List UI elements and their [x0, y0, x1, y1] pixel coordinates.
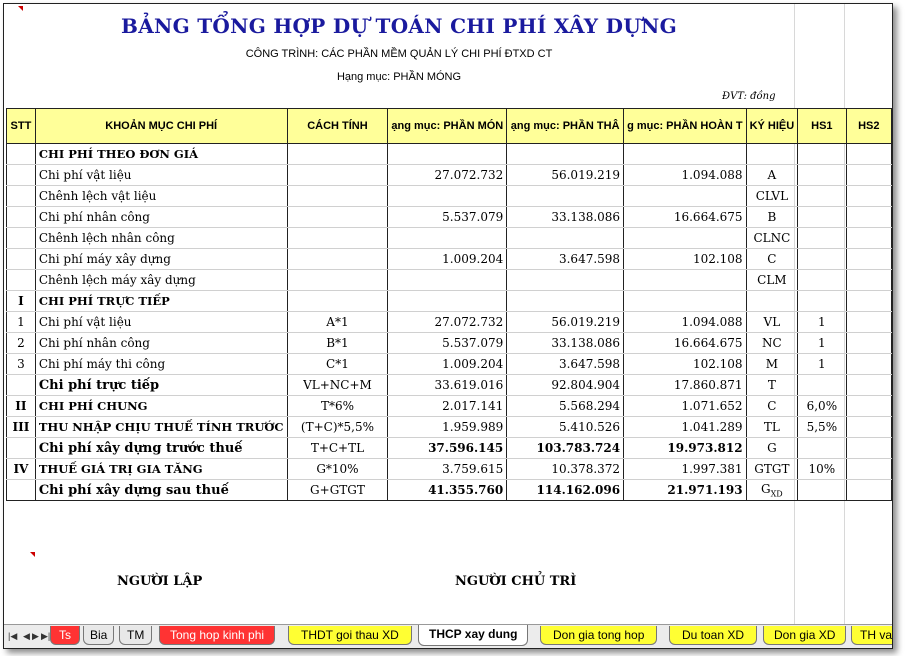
table-row	[7, 312, 892, 333]
header-stt[interactable]: STT	[7, 109, 36, 144]
table-row	[7, 228, 892, 249]
sheet-title: BẢNG TỔNG HỢP DỰ TOÁN CHI PHÍ XÂY DỰNG	[120, 14, 677, 38]
cell-value[interactable]: 103.783.724	[507, 438, 624, 459]
signature-nguoi-lap: NGƯỜI LẬP	[117, 574, 203, 589]
cell-stt[interactable]: 2	[7, 333, 36, 354]
tab-thcp-xay-dung[interactable]: THCP xay dung	[418, 625, 528, 646]
cell-hs2[interactable]	[846, 165, 891, 186]
cell-hs1[interactable]: 10%	[798, 459, 846, 480]
cell-value[interactable]: 10.378.372	[507, 459, 624, 480]
header-cach-tinh[interactable]: CÁCH TÍNH	[287, 109, 388, 144]
cell-value[interactable]: 33.138.086	[507, 333, 624, 354]
cell-stt[interactable]	[7, 480, 36, 501]
cell-calc[interactable]	[287, 228, 388, 249]
cell-value[interactable]	[507, 270, 624, 291]
symbol-main: G	[761, 481, 771, 496]
cell-name[interactable]: Chi phí vật liệu	[35, 165, 287, 186]
cell-hs1[interactable]	[798, 375, 846, 396]
cell-value[interactable]	[624, 144, 747, 165]
cell-hs2[interactable]	[846, 207, 891, 228]
header-hs1[interactable]: HS1	[798, 109, 846, 144]
cell-name[interactable]: Chênh lệch nhân công	[35, 228, 287, 249]
cell-value[interactable]: 2.017.141	[388, 396, 507, 417]
cell-hs2[interactable]	[846, 438, 891, 459]
cell-hs1[interactable]	[798, 165, 846, 186]
cell-calc[interactable]	[287, 165, 388, 186]
cell-name[interactable]: THUẾ GIÁ TRỊ GIA TĂNG	[35, 459, 287, 480]
cell-value[interactable]: 1.959.989	[388, 417, 507, 438]
header-phan-than[interactable]: ạng mục: PHẦN THÂ	[507, 109, 624, 144]
cell-value[interactable]: 1.094.088	[624, 165, 747, 186]
cell-value[interactable]	[388, 270, 507, 291]
cell-name[interactable]: CHI PHÍ TRỰC TIẾP	[35, 291, 287, 312]
unit-label: ĐVT: đồng	[722, 91, 776, 102]
cell-value[interactable]: 114.162.096	[507, 480, 624, 501]
cell-hs1[interactable]	[798, 480, 846, 501]
tab-thdt-goi-thau-xd[interactable]: THDT goi thau XD	[288, 626, 412, 645]
table-row	[7, 480, 892, 501]
cell-name[interactable]: CHI PHÍ CHUNG	[35, 396, 287, 417]
cell-value[interactable]: 41.355.760	[388, 480, 507, 501]
cell-hs1[interactable]: 1	[798, 333, 846, 354]
header-hs2[interactable]: HS2	[846, 109, 891, 144]
cell-stt[interactable]: IV	[7, 459, 36, 480]
cell-stt[interactable]	[7, 375, 36, 396]
cell-calc[interactable]: G*10%	[287, 459, 388, 480]
cell-stt[interactable]: 3	[7, 354, 36, 375]
cell-hs2[interactable]	[846, 354, 891, 375]
cell-value[interactable]: 1.071.652	[624, 396, 747, 417]
cell-value[interactable]	[624, 186, 747, 207]
cell-symbol[interactable]	[746, 480, 798, 501]
cell-value[interactable]: 33.619.016	[388, 375, 507, 396]
cell-hs2[interactable]	[846, 480, 891, 501]
cell-value[interactable]: 16.664.675	[624, 207, 747, 228]
cell-value[interactable]: 1.997.381	[624, 459, 747, 480]
cell-value[interactable]: 5.537.079	[388, 207, 507, 228]
cell-hs2[interactable]	[846, 270, 891, 291]
cell-value[interactable]	[624, 270, 747, 291]
sheet-tab-bar	[4, 624, 892, 649]
cell-hs2[interactable]	[846, 396, 891, 417]
cell-hs1[interactable]	[798, 438, 846, 459]
header-ky-hieu[interactable]: KÝ HIỆU	[746, 109, 798, 144]
symbol-subscript: XD	[770, 489, 783, 499]
tab-don-gia-tong-hop[interactable]: Don gia tong hop	[540, 626, 657, 645]
cell-hs1[interactable]	[798, 228, 846, 249]
cell-value[interactable]: 17.860.871	[624, 375, 747, 396]
cell-symbol[interactable]: A	[746, 165, 798, 186]
tab-tong-hop-kinh-phi[interactable]: Tong hop kinh phi	[159, 626, 275, 645]
table-row	[7, 354, 892, 375]
cell-hs2[interactable]	[846, 312, 891, 333]
cell-stt[interactable]	[7, 165, 36, 186]
cell-value[interactable]: 102.108	[624, 249, 747, 270]
cell-hs1[interactable]	[798, 249, 846, 270]
signature-nguoi-chu-tri: NGƯỜI CHỦ TRÌ	[455, 574, 577, 589]
cell-calc[interactable]	[287, 291, 388, 312]
cell-calc[interactable]	[287, 207, 388, 228]
cost-summary-table	[6, 108, 892, 501]
cell-name[interactable]: THU NHẬP CHỊU THUẾ TÍNH TRƯỚC	[35, 417, 287, 438]
table-row	[7, 270, 892, 291]
cell-value[interactable]	[388, 291, 507, 312]
cell-value[interactable]	[388, 228, 507, 249]
cell-stt[interactable]: I	[7, 291, 36, 312]
table-row	[7, 165, 892, 186]
cell-symbol[interactable]: C	[746, 249, 798, 270]
cell-hs1[interactable]	[798, 207, 846, 228]
cell-value[interactable]: 1.094.088	[624, 312, 747, 333]
comment-indicator	[18, 6, 23, 11]
cell-value[interactable]	[507, 291, 624, 312]
table-row	[7, 249, 892, 270]
tab-don-gia-xd[interactable]: Don gia XD	[763, 626, 846, 645]
cell-symbol[interactable]: G	[746, 438, 798, 459]
table-row	[7, 333, 892, 354]
cell-symbol[interactable]: C	[746, 396, 798, 417]
cell-name[interactable]: CHI PHÍ THEO ĐƠN GIÁ	[35, 144, 287, 165]
cell-symbol[interactable]: T	[746, 375, 798, 396]
tab-tm[interactable]: TM	[119, 626, 152, 645]
cell-stt[interactable]: II	[7, 396, 36, 417]
cell-value[interactable]: 3.759.615	[388, 459, 507, 480]
cell-hs1[interactable]: 1	[798, 354, 846, 375]
cell-calc[interactable]: B*1	[287, 333, 388, 354]
cell-symbol[interactable]: M	[746, 354, 798, 375]
cell-stt[interactable]: III	[7, 417, 36, 438]
cell-symbol[interactable]: NC	[746, 333, 798, 354]
cell-calc[interactable]	[287, 144, 388, 165]
cell-name[interactable]: Chi phí trực tiếp	[35, 375, 287, 396]
cell-value[interactable]: 1.009.204	[388, 354, 507, 375]
cell-name[interactable]: Chênh lệch máy xây dựng	[35, 270, 287, 291]
cell-calc[interactable]: G+GTGT	[287, 480, 388, 501]
cell-hs2[interactable]	[846, 228, 891, 249]
header-phan-mong[interactable]: ạng mục: PHẦN MÓN	[388, 109, 507, 144]
cell-value[interactable]: 27.072.732	[388, 165, 507, 186]
cell-hs2[interactable]	[846, 291, 891, 312]
cell-value[interactable]	[388, 186, 507, 207]
cell-value[interactable]	[507, 186, 624, 207]
cell-hs2[interactable]	[846, 333, 891, 354]
cell-stt[interactable]	[7, 144, 36, 165]
tab-bia[interactable]: Bia	[83, 626, 114, 645]
cell-value[interactable]: 102.108	[624, 354, 747, 375]
table-row	[7, 186, 892, 207]
next-sheet-button[interactable]: ▶	[32, 631, 39, 641]
cell-name[interactable]: Chi phí nhân công	[35, 333, 287, 354]
cell-calc[interactable]: A*1	[287, 312, 388, 333]
cell-value[interactable]: 5.537.079	[388, 333, 507, 354]
cell-name[interactable]: Chi phí vật liệu	[35, 312, 287, 333]
cell-hs2[interactable]	[846, 186, 891, 207]
cell-stt[interactable]	[7, 270, 36, 291]
cell-symbol[interactable]: CLNC	[746, 228, 798, 249]
comment-indicator	[30, 552, 35, 557]
cell-calc[interactable]: VL+NC+M	[287, 375, 388, 396]
cell-name[interactable]: Chi phí xây dựng sau thuế	[35, 480, 287, 501]
tab-th-va[interactable]: TH va	[851, 626, 893, 645]
cell-hs2[interactable]	[846, 459, 891, 480]
cell-hs1[interactable]	[798, 186, 846, 207]
tab-du-toan-xd[interactable]: Du toan XD	[669, 626, 757, 645]
cell-hs2[interactable]	[846, 417, 891, 438]
table-row	[7, 207, 892, 228]
cell-calc[interactable]	[287, 186, 388, 207]
table-row	[7, 291, 892, 312]
table-row	[7, 438, 892, 459]
cell-symbol[interactable]: B	[746, 207, 798, 228]
cell-value[interactable]: 33.138.086	[507, 207, 624, 228]
cell-symbol[interactable]: CLM	[746, 270, 798, 291]
cell-value[interactable]: 5.568.294	[507, 396, 624, 417]
cell-value[interactable]	[624, 291, 747, 312]
tab-ts[interactable]: Ts	[50, 626, 80, 645]
cell-name[interactable]: Chênh lệch vật liệu	[35, 186, 287, 207]
cell-name[interactable]: Chi phí nhân công	[35, 207, 287, 228]
header-phan-hoan-thien[interactable]: g mục: PHẦN HOÀN T	[624, 109, 747, 144]
cell-symbol[interactable]	[746, 291, 798, 312]
cell-name[interactable]: Chi phí máy thi công	[35, 354, 287, 375]
last-sheet-button[interactable]: ▶|	[41, 631, 51, 641]
cell-stt[interactable]	[7, 207, 36, 228]
cell-stt[interactable]: 1	[7, 312, 36, 333]
hang-muc-label: Hạng mục: PHẦN MÓNG	[336, 71, 462, 83]
prev-sheet-button[interactable]: ◀	[23, 631, 30, 641]
table-row	[7, 144, 892, 165]
table-row	[7, 396, 892, 417]
cell-hs1[interactable]	[798, 144, 846, 165]
cell-value[interactable]	[507, 144, 624, 165]
cell-hs1[interactable]	[798, 291, 846, 312]
cell-value[interactable]	[507, 228, 624, 249]
cell-stt[interactable]	[7, 186, 36, 207]
cell-value[interactable]: 3.647.598	[507, 354, 624, 375]
cell-hs1[interactable]: 5,5%	[798, 417, 846, 438]
cell-name[interactable]: Chi phí máy xây dựng	[35, 249, 287, 270]
cell-value[interactable]	[624, 228, 747, 249]
cell-calc[interactable]: C*1	[287, 354, 388, 375]
header-row	[7, 109, 892, 144]
cell-symbol[interactable]: VL	[746, 312, 798, 333]
cell-value[interactable]: 5.410.526	[507, 417, 624, 438]
cell-hs2[interactable]	[846, 375, 891, 396]
cell-symbol[interactable]: CLVL	[746, 186, 798, 207]
cell-value[interactable]: 37.596.145	[388, 438, 507, 459]
cell-stt[interactable]	[7, 249, 36, 270]
cell-value[interactable]: 56.019.219	[507, 312, 624, 333]
table-row	[7, 459, 892, 480]
cell-name[interactable]: Chi phí xây dựng trước thuế	[35, 438, 287, 459]
cell-hs2[interactable]	[846, 249, 891, 270]
cell-value[interactable]: 1.009.204	[388, 249, 507, 270]
cell-value[interactable]: 3.647.598	[507, 249, 624, 270]
cell-value[interactable]: 16.664.675	[624, 333, 747, 354]
cell-hs1[interactable]: 1	[798, 312, 846, 333]
cell-value[interactable]: 56.019.219	[507, 165, 624, 186]
cell-hs1[interactable]: 6,0%	[798, 396, 846, 417]
project-name: CÔNG TRÌNH: CÁC PHẦN MỀM QUẢN LÝ CHI PHÍ ĐTXD CT	[245, 48, 553, 60]
header-khoan-muc[interactable]: KHOẢN MỤC CHI PHÍ	[35, 109, 287, 144]
cell-calc[interactable]: T+C+TL	[287, 438, 388, 459]
cell-stt[interactable]	[7, 438, 36, 459]
cell-value[interactable]: 1.041.289	[624, 417, 747, 438]
cell-calc[interactable]: T*6%	[287, 396, 388, 417]
cell-value[interactable]	[388, 144, 507, 165]
table-row	[7, 417, 892, 438]
cell-value[interactable]: 92.804.904	[507, 375, 624, 396]
cell-symbol[interactable]: GTGT	[746, 459, 798, 480]
cell-symbol[interactable]	[746, 144, 798, 165]
cell-calc[interactable]	[287, 249, 388, 270]
cell-value[interactable]: 19.973.812	[624, 438, 747, 459]
cell-hs2[interactable]	[846, 144, 891, 165]
cell-value[interactable]: 27.072.732	[388, 312, 507, 333]
cell-value[interactable]: 21.971.193	[624, 480, 747, 501]
worksheet[interactable]	[4, 4, 892, 624]
first-sheet-button[interactable]: |◀	[8, 631, 18, 641]
cell-hs1[interactable]	[798, 270, 846, 291]
table-row	[7, 375, 892, 396]
cell-calc[interactable]	[287, 270, 388, 291]
cell-stt[interactable]	[7, 228, 36, 249]
cell-calc[interactable]: (T+C)*5,5%	[287, 417, 388, 438]
cell-symbol[interactable]: TL	[746, 417, 798, 438]
spreadsheet-window	[3, 3, 893, 649]
